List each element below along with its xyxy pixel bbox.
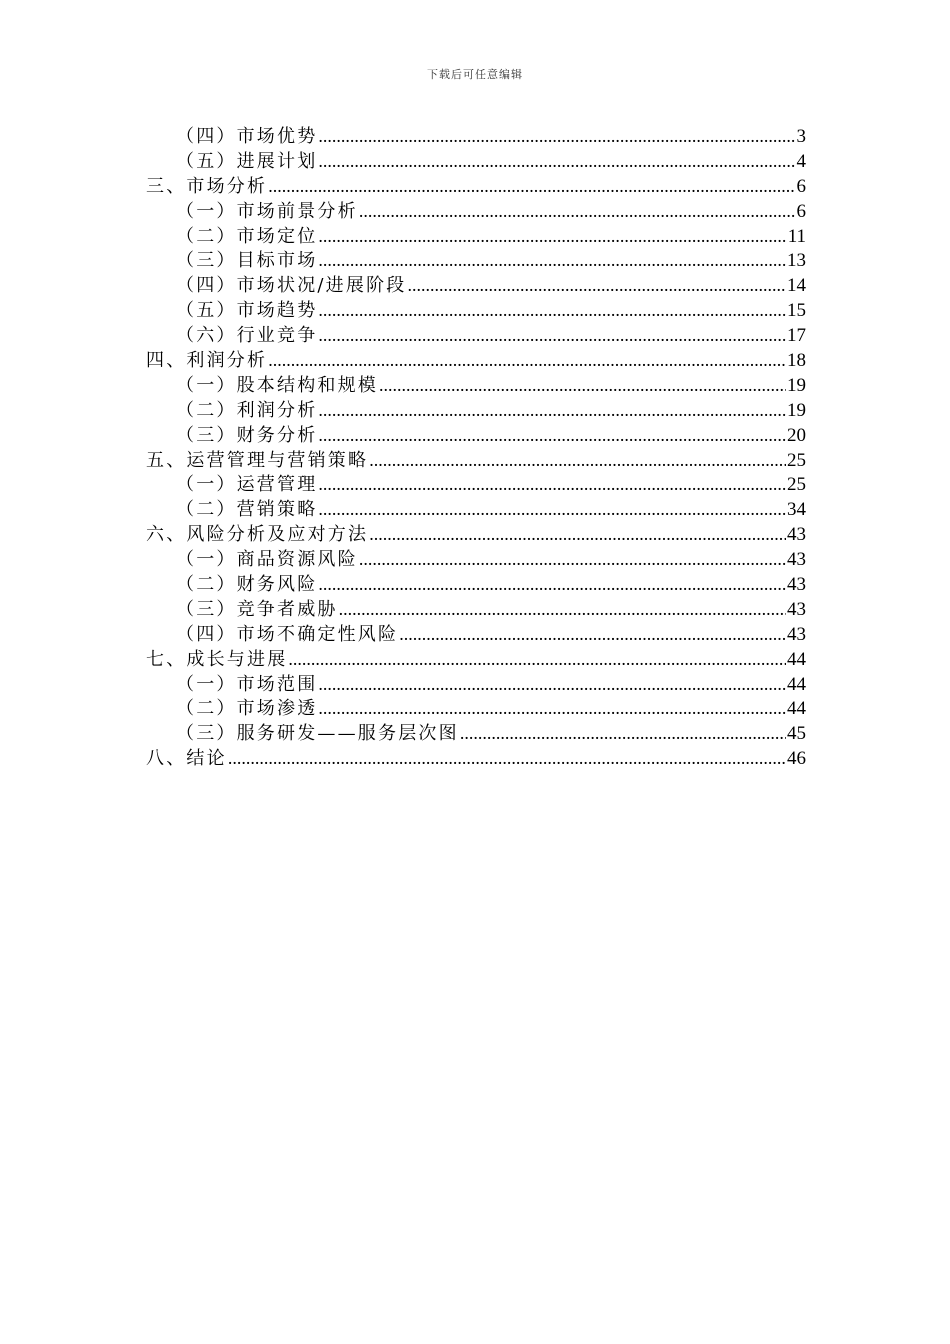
toc-entry-page-number: 3 xyxy=(796,126,806,147)
toc-entry-title: （一）股本结构和规模 xyxy=(176,374,378,396)
toc-dot-leader xyxy=(407,273,786,298)
toc-entry[interactable] xyxy=(146,597,806,622)
toc-entry-title: （一）市场范围 xyxy=(176,673,318,695)
toc-entry[interactable] xyxy=(146,522,806,547)
toc-entry-page-number: 17 xyxy=(787,325,806,347)
toc-entry-page-number: 11 xyxy=(787,225,806,247)
toc-dot-leader xyxy=(399,622,786,647)
toc-entry-title: 四、利润分析 xyxy=(146,350,268,372)
toc-dot-leader xyxy=(288,647,786,672)
toc-dot-leader xyxy=(369,448,786,473)
toc-dot-leader xyxy=(339,597,786,622)
toc-entry-title: （一）运营管理 xyxy=(176,474,318,496)
toc-entry[interactable] xyxy=(146,746,806,771)
toc-dot-leader xyxy=(318,398,786,423)
toc-entry-title: （二）市场渗透 xyxy=(176,698,318,720)
toc-entry[interactable] xyxy=(146,298,806,323)
page-header: 下载后可任意编辑 xyxy=(427,68,523,81)
toc-entry-page-number: 6 xyxy=(796,200,806,222)
toc-entry-page-number: 25 xyxy=(787,449,806,471)
toc-entry-title: （三）财务分析 xyxy=(176,424,318,446)
toc-dot-leader xyxy=(318,472,786,497)
toc-entry-page-number: 46 xyxy=(787,748,806,770)
toc-entry-page-number: 44 xyxy=(787,648,806,670)
toc-dot-leader xyxy=(318,497,786,522)
toc-dot-leader xyxy=(268,348,786,373)
toc-entry-page-number: 19 xyxy=(787,399,806,421)
toc-entry-title: （一）商品资源风险 xyxy=(176,549,358,571)
toc-entry-title: （六）行业竞争 xyxy=(176,325,318,347)
toc-entry-title: （四）市场优势 xyxy=(176,126,318,147)
toc-dot-leader xyxy=(318,248,786,273)
toc-entry-page-number: 4 xyxy=(796,150,806,172)
toc-dot-leader xyxy=(228,746,786,771)
toc-entry[interactable] xyxy=(146,423,806,448)
toc-dot-leader xyxy=(318,672,786,697)
toc-dot-leader xyxy=(268,174,795,199)
toc-entry-title: 五、运营管理与营销策略 xyxy=(146,449,369,471)
table-of-contents xyxy=(146,124,806,771)
toc-entry-page-number: 44 xyxy=(787,673,806,695)
toc-entry[interactable] xyxy=(146,448,806,473)
toc-entry[interactable] xyxy=(146,647,806,672)
toc-entry[interactable] xyxy=(146,398,806,423)
toc-dot-leader xyxy=(318,298,786,323)
toc-dot-leader xyxy=(318,323,786,348)
toc-entry-page-number: 19 xyxy=(787,374,806,396)
toc-entry-title: （二）市场定位 xyxy=(176,225,318,247)
toc-dot-leader xyxy=(318,224,786,249)
toc-dot-leader xyxy=(318,124,795,149)
toc-entry-page-number: 43 xyxy=(787,549,806,571)
toc-entry[interactable] xyxy=(146,199,806,224)
toc-entry-title: （三）目标市场 xyxy=(176,250,318,272)
toc-entry[interactable] xyxy=(146,273,806,298)
toc-entry-page-number: 15 xyxy=(787,300,806,322)
toc-entry-title: （三）服务研发——服务层次图 xyxy=(176,723,459,745)
toc-dot-leader xyxy=(359,199,796,224)
toc-entry[interactable] xyxy=(146,472,806,497)
toc-entry-title: （一）市场前景分析 xyxy=(176,200,358,222)
toc-entry-page-number: 44 xyxy=(787,698,806,720)
toc-entry-title: 三、市场分析 xyxy=(146,175,268,197)
toc-entry-title: （五）市场趋势 xyxy=(176,300,318,322)
toc-dot-leader xyxy=(318,572,786,597)
toc-entry-title: （三）竞争者威胁 xyxy=(176,598,338,620)
toc-entry-title: 八、结论 xyxy=(146,748,227,770)
toc-dot-leader xyxy=(318,423,786,448)
toc-entry[interactable] xyxy=(146,696,806,721)
toc-entry-page-number: 34 xyxy=(787,499,806,521)
toc-entry-title: 七、成长与进展 xyxy=(146,648,288,670)
toc-entry-title: （二）财务风险 xyxy=(176,574,318,596)
toc-entry-page-number: 6 xyxy=(796,175,806,197)
toc-entry[interactable] xyxy=(146,672,806,697)
toc-entry[interactable] xyxy=(146,373,806,398)
toc-dot-leader xyxy=(379,373,786,398)
toc-entry[interactable] xyxy=(146,323,806,348)
toc-entry[interactable] xyxy=(146,248,806,273)
toc-entry-page-number: 18 xyxy=(787,350,806,372)
toc-entry-page-number: 43 xyxy=(787,574,806,596)
toc-entry-page-number: 25 xyxy=(787,474,806,496)
toc-entry[interactable] xyxy=(146,224,806,249)
toc-entry-title: （四）市场状况/进展阶段 xyxy=(176,275,407,297)
toc-entry[interactable] xyxy=(146,149,806,174)
toc-entry-page-number: 43 xyxy=(787,524,806,546)
toc-entry[interactable] xyxy=(146,547,806,572)
toc-entry-title: （四）市场不确定性风险 xyxy=(176,623,399,645)
toc-dot-leader xyxy=(318,149,795,174)
toc-entry[interactable] xyxy=(146,721,806,746)
toc-entry-page-number: 45 xyxy=(787,723,806,745)
toc-entry[interactable] xyxy=(146,348,806,373)
toc-dot-leader xyxy=(369,522,786,547)
toc-entry-page-number: 13 xyxy=(787,250,806,272)
toc-entry-title: 六、风险分析及应对方法 xyxy=(146,524,369,546)
toc-entry[interactable] xyxy=(146,124,806,149)
toc-dot-leader xyxy=(318,696,786,721)
toc-entry-page-number: 14 xyxy=(787,275,806,297)
toc-entry[interactable] xyxy=(146,174,806,199)
toc-entry[interactable] xyxy=(146,497,806,522)
toc-entry[interactable] xyxy=(146,622,806,647)
toc-entry-page-number: 43 xyxy=(787,623,806,645)
toc-dot-leader xyxy=(460,721,786,746)
toc-entry-title: （二）营销策略 xyxy=(176,499,318,521)
toc-dot-leader xyxy=(359,547,786,572)
toc-entry[interactable] xyxy=(146,572,806,597)
toc-entry-page-number: 20 xyxy=(787,424,806,446)
toc-entry-page-number: 43 xyxy=(787,598,806,620)
toc-entry-title: （二）利润分析 xyxy=(176,399,318,421)
toc-entry-title: （五）进展计划 xyxy=(176,150,318,172)
